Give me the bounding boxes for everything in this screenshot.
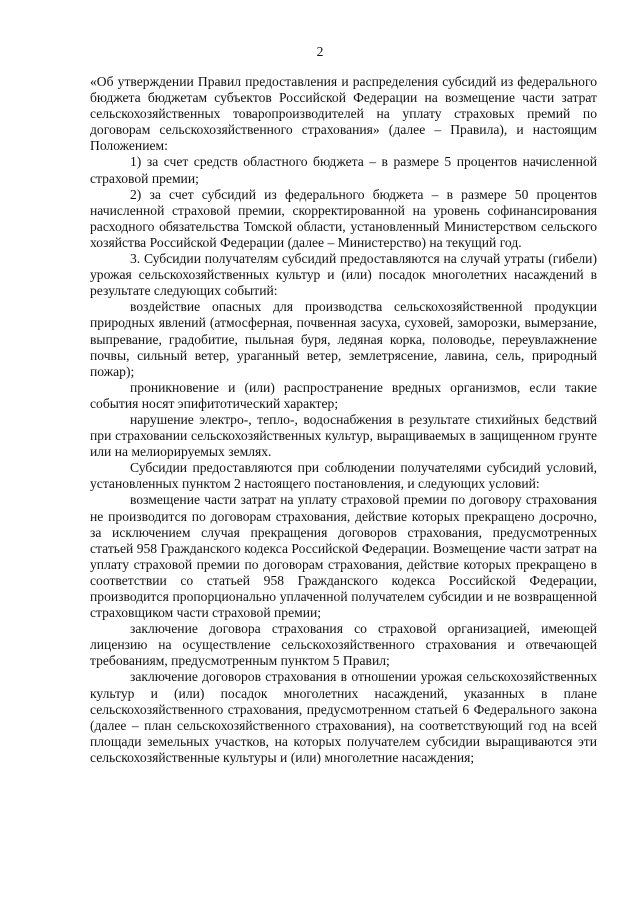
paragraph: 3. Субсидии получателям субсидий предоставляются на случай утраты (гибели) урожая сельскохозяйственных культур и (или) посадок многолетних насаждений в результате следующих событий: [90, 251, 597, 299]
page-number: 2 [316, 44, 324, 59]
document-body [90, 74, 597, 766]
paragraph: 1) за счет средств областного бюджета – в размере 5 процентов начисленной страховой премии; [90, 154, 597, 186]
paragraph: «Об утверждении Правил предоставления и распределения субсидий из федерального бюджета бюджетам субъектов Российской Федерации на возмещение части затрат сельскохозяйственных товаропроизводителей на уплату страховых премий по договорам сельскохозяйственного страхования» (далее – Правила), и настоящим Положением: [90, 74, 597, 154]
paragraph: проникновение и (или) распространение вредных организмов, если такие события носят эпифитотический характер; [90, 379, 597, 411]
paragraph: нарушение электро-, тепло-, водоснабжения в результате стихийных бедствий при страховании сельскохозяйственных культур, выращиваемых в защищенном грунте или на мелиорируемых землях. [90, 411, 597, 460]
paragraph: воздействие опасных для производства сельскохозяйственной продукции природных явлений (атмосферная, почвенная засуха, суховей, заморозки, вымерзание, выпревание, градобитие, пыльная буря, ледяная корка, половодье, переувлажнение почвы, сильный ветер, ураганный ветер, землетрясение, лавина, сель, природный пожар); [90, 299, 597, 379]
paragraph: заключение договоров страхования в отношении урожая сельскохозяйственных культур и (или) посадок многолетних насаждений, указанных в плане сельскохозяйственного страхования, предусмотренном статьей 6 Федерального закона (далее – план сельскохозяйственного страхования), на соответствующий год на всей площади земельных участков, на которых получателем субсидии выращиваются эти сельскохозяйственные культуры и (или) многолетние насаждения; [90, 669, 597, 765]
paragraph: возмещение части затрат на уплату страховой премии по договору страхования не производится по договорам страхования, действие которых прекращено досрочно, за исключением случая прекращения договоров страхования, предусмотренных статьей 958 Гражданского кодекса Российской Федерации. Возмещение части затрат на уплату страховой премии по договорам страхования, действие которых прекращено в соответствии со статьей 958 Гражданского кодекса Российской Федерации, производится пропорционально уплаченной получателем субсидии и не возвращенной страховщиком части страховой премии; [90, 492, 597, 621]
paragraph: Субсидии предоставляются при соблюдении получателями субсидий условий, установленных пунктом 2 настоящего постановления, и следующих условий: [90, 460, 597, 492]
paragraph: 2) за счет субсидий из федерального бюджета – в размере 50 процентов начисленной страховой премии, скорректированной на уровень софинансирования расходного обязательства Томской области, установленный Министерством сельского хозяйства Российской Федерации (далее – Министерство) на текущий год. [90, 186, 597, 250]
paragraph: заключение договора страхования со страховой организацией, имеющей лицензию на осуществление сельскохозяйственного страхования и отвечающей требованиям, предусмотренным пунктом 5 Правил; [90, 621, 597, 669]
